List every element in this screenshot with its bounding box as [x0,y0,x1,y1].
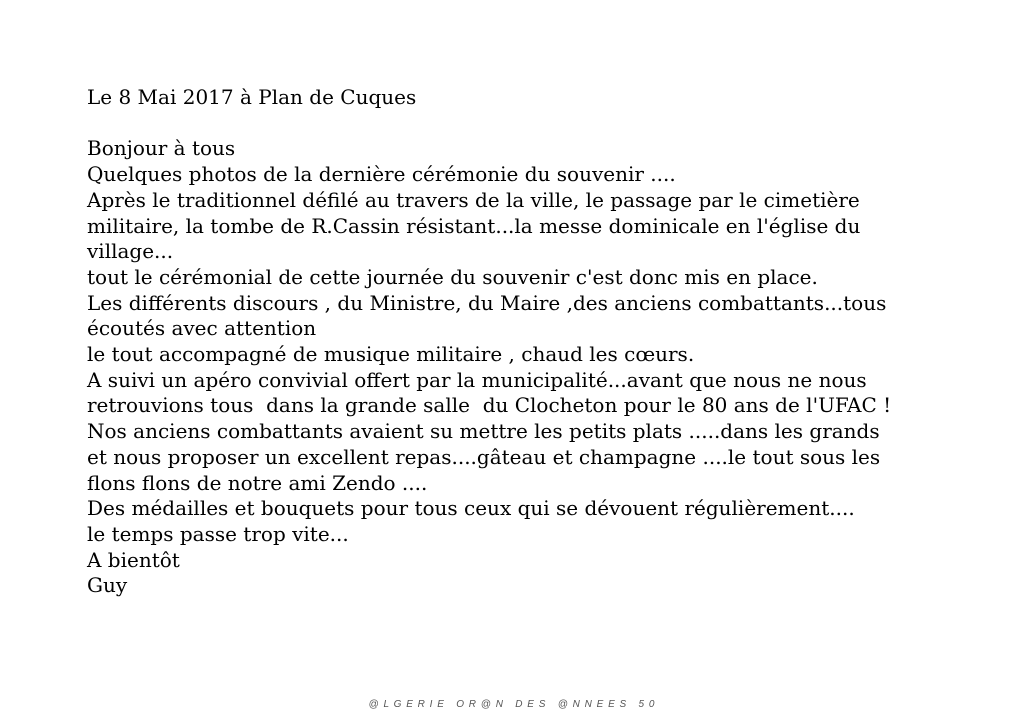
letter-line: tout le cérémonial de cette journée du souvenir c'est donc mis en place. [87,264,818,289]
letter-line: militaire, la tombe de R.Cassin résistant...la messe dominicale en l'église du [87,213,861,238]
letter-line: flons flons de notre ami Zendo .... [87,470,428,495]
letter-line: retrouvions tous dans la grande salle du Clocheton pour le 80 ans de l'UFAC ! [87,393,892,418]
letter-line: Bonjour à tous [87,136,236,161]
letter-signature: Guy [87,573,128,598]
letter-line: Les différents discours , du Ministre, du Maire ,des anciens combattants...tous [87,290,887,315]
letter-line: village... [87,239,174,264]
letter-line: Nos anciens combattants avaient su mettre les petits plats .....dans les grands [87,419,880,444]
letter-body [87,85,987,599]
letter-heading: Le 8 Mai 2017 à Plan de Cuques [87,85,417,109]
letter-line: écoutés avec attention [87,316,317,341]
blank-line [87,111,987,137]
letter-line: et nous proposer un excellent repas....gâteau et champagne ....le tout sous les [87,444,881,469]
footer-watermark: @ L G E R I E O R @ N D E S @ N N E E S 5 0 [368,699,656,710]
letter-line: A suivi un apéro convivial offert par la municipalité...avant que nous ne nous [87,367,867,392]
letter-line: le tout accompagné de musique militaire , chaud les cœurs. [87,342,695,367]
letter-line: A bientôt [87,547,180,572]
letter-line: Des médailles et bouquets pour tous ceux qui se dévouent régulièrement.... [87,496,855,521]
letter-line: Après le traditionnel défilé au travers de la ville, le passage par le cimetière [87,187,860,212]
letter-line: Quelques photos de la dernière cérémonie du souvenir .... [87,162,676,187]
letter-line: le temps passe trop vite... [87,521,349,546]
